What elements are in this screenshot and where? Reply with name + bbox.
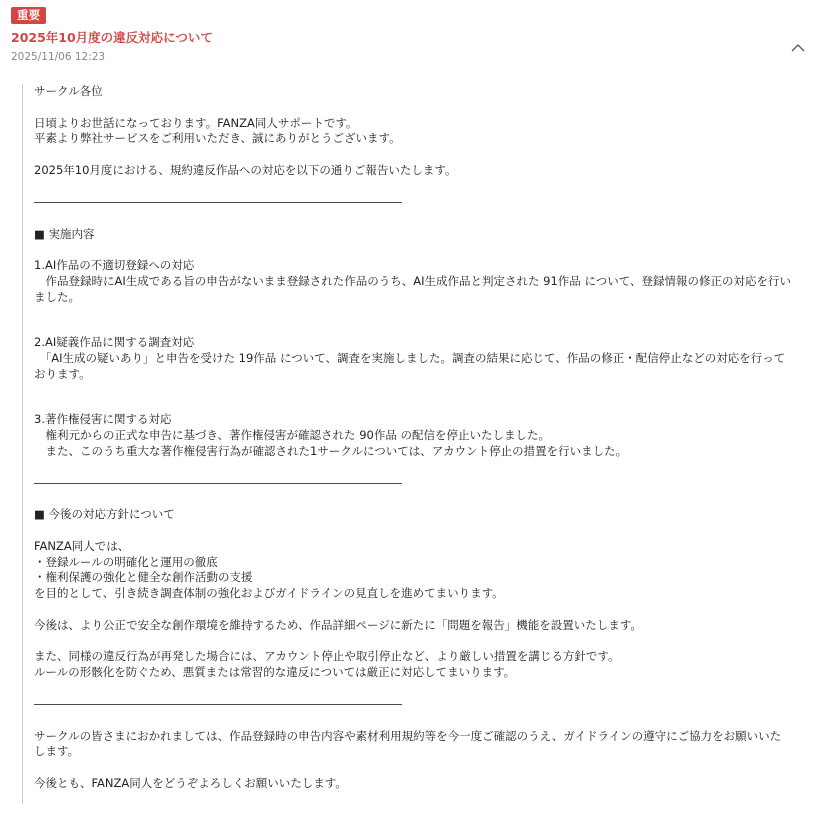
- report-feature-text: 今後は、より公正で安全な創作環境を維持するため、作品詳細ページに新たに「問題を報告」機能を設置いたします。: [34, 617, 642, 632]
- notice-title[interactable]: 2025年10月度の違反対応について: [11, 30, 213, 45]
- notice-date: 2025/11/06 12:23: [11, 51, 106, 63]
- greeting-text: サークル各位: [34, 84, 103, 98]
- report-intro-text: 2025年10月度における、規約違反作品への対応を以下の通りご報告いたします。: [34, 163, 457, 178]
- strict-measures-text: また、同様の違反行為が再発した場合には、アカウント停止や取引停止など、より厳しい措置を講じる方針です。 ルールの形骸化を防ぐため、悪質または常習的な違反については厳正に対応してまいります。: [34, 649, 620, 680]
- policy-text: FANZA同人では、 ・登録ルールの明確化と運用の徹底 ・権利保護の強化と健全な創作活動の支援 を目的として、引き続き調査体制の強化およびガイドラインの見直しを進めてまいります。: [34, 538, 504, 601]
- importance-badge: 重要: [11, 7, 46, 24]
- action-item-ai-registration: 1.AI作品の不適切登録への対応 作品登録時にAI生成である旨の申告がないまま登録された作品のうち、AI生成作品と判定された 91作品 について、登録情報の修正の対応を行いました。: [34, 258, 791, 304]
- request-text: サークルの皆さまにおかれましては、作品登録時の申告内容や素材利用規約等を今一度ご確認のうえ、ガイドラインの遵守にご協力をお願いいたします。: [34, 728, 782, 759]
- action-item-ai-investigation: 2.AI疑義作品に関する調査対応 「AI生成の疑いあり」と申告を受けた 19作品 について、調査を実施しました。調査の結果に応じて、作品の修正・配信停止などの対応を行っております。: [34, 335, 786, 381]
- chevron-up-icon[interactable]: [790, 42, 806, 54]
- divider-line: ――――――――――――――――――――――――――――――――: [34, 475, 402, 490]
- divider-line: ――――――――――――――――――――――――――――――――: [34, 696, 402, 711]
- divider-line: ――――――――――――――――――――――――――――――――: [34, 194, 402, 209]
- intro-text: 日頃よりお世話になっております。FANZA同人サポートです。 平素より弊社サービスをご利用いただき、誠にありがとうございます。: [34, 115, 401, 146]
- notice-body: [22, 84, 792, 804]
- section-heading-actions: ■ 実施内容: [34, 226, 95, 241]
- section-heading-policy: ■ 今後の対応方針について: [34, 507, 175, 522]
- action-item-copyright: 3.著作権侵害に関する対応 権利元からの正式な申告に基づき、著作権侵害が確認された 90作品 の配信を停止いたしました。 また、このうち重大な著作権侵害行為が確認された1サークルについては、アカウント停止の措置を行いました。: [34, 412, 628, 458]
- closing-text: 今後とも、FANZA同人をどうぞよろしくお願いいたします。: [34, 775, 347, 790]
